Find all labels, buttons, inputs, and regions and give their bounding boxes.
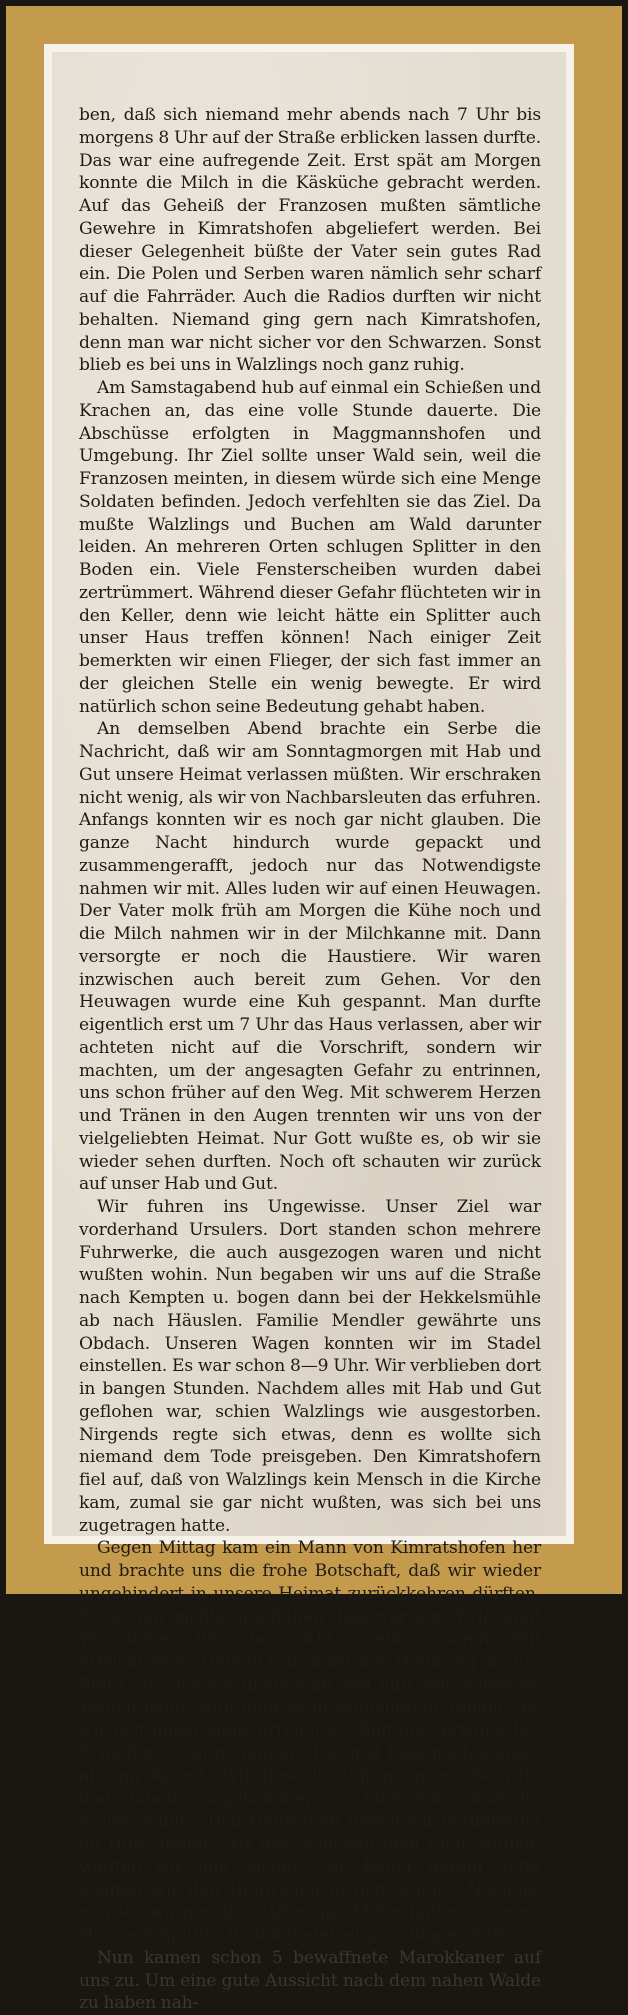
paragraph-3: An demselben Abend brachte ein Serbe die Nachricht, daß wir am Sonntagmorgen mit Hab und Gut unsere Heimat verlassen müßten. Wir erschraken nicht wenig, als wir von Nachbarsleuten das erfuhren. Anfangs konnten wir es noch gar nicht glauben. Die ganze Nacht hindurch wurde gepackt und zusammengerafft, jedoch nur das Notwendigste nahmen wir mit. Alles luden wir auf einen Heuwagen. Der Vater molk früh am Morgen die Kühe noch und die Milch nahmen wir in der Milchkanne mit. Dann versorgte er noch die Haustiere. Wir waren inzwischen auch bereit zum Gehen. Vor den Heuwagen wurde eine Kuh gespannt. Man durfte eigentlich erst um 7 Uhr das Haus verlassen, aber wir achteten nicht auf die Vorschrift, sondern wir machten, um der angesagten Gefahr zu entrinnen, uns schon früher auf den Weg. Mit schwerem Herzen und Tränen in den Augen trennten wir uns von der vielgeliebten Heimat. Nur Gott wußte es, ob wir sie wieder sehen durften. Noch oft schauten wir zurück auf unser Hab und Gut. bbox=[79, 719, 541, 1195]
paragraph-6: Nun kamen schon 5 bewaffnete Marokkaner auf uns zu. Um eine gute Aussicht nach dem nahen Walde zu haben nah- bbox=[79, 1947, 541, 2014]
paragraph-4: Wir fuhren ins Ungewisse. Unser Ziel war vorderhand Ursulers. Dort standen schon mehrere Fuhrwerke, die auch ausgezogen waren und nicht wußten wohin. Nun begaben wir uns auf die Straße nach Kempten u. bogen dann bei der Hekkelsmühle ab nach Häuslen. Familie Mendler gewährte uns Obdach. Unseren Wagen konnten wir im Stadel einstellen. Es war schon 8—9 Uhr. Wir verblieben dort in bangen Stunden. Nachdem alles mit Hab und Gut geflohen war, schien Walzlings wie ausgestorben. Nirgends regte sich etwas, denn es wollte sich niemand dem Tode preisgeben. Den Kimratshofern fiel auf, daß von Walzlings kein Mensch in die Kirche kam, zumal sie gar nicht wußten, was sich bei uns zugetragen hatte. bbox=[79, 1197, 541, 1536]
article-text bbox=[79, 104, 541, 2014]
paragraph-1: ben, daß sich niemand mehr abends nach 7 Uhr bis morgens 8 Uhr auf der Straße erblicken lassen durfte. Das war eine aufregende Zeit. Erst spät am Morgen konnte die Milch in die Käsküche gebracht werden. Auf das Geheiß der Franzosen mußten sämtliche Gewehre in Kimratshofen abgeliefert werden. Bei dieser Gelegenheit büßte der Vater sein gutes Rad ein. Die Polen und Serben waren nämlich sehr scharf auf die Fahrräder. Auch die Radios durften wir nicht behalten. Niemand ging gern nach Kimratshofen, denn man war nicht sicher vor den Schwarzen. Sonst blieb es bei uns in Walzlings noch ganz ruhig. bbox=[79, 105, 541, 376]
paragraph-2: Am Samstagabend hub auf einmal ein Schießen und Krachen an, das eine volle Stunde dauerte. Die Abschüsse erfolgten in Maggmannshofen und Umgebung. Ihr Ziel sollte unser Wald sein, weil die Franzosen meinten, in diesem würde sich eine Menge Soldaten befinden. Jedoch verfehlten sie das Ziel. Da mußte Walzlings und Buchen am Wald darunter leiden. An mehreren Orten schlugen Splitter in den Boden ein. Viele Fensterscheiben wurden dabei zertrümmert. Während dieser Gefahr flüchteten wir in den Keller, denn wie leicht hätte ein Splitter auch unser Haus treffen können! Nach einiger Zeit bemerkten wir einen Flieger, der sich fast immer an der gleichen Stelle ein wenig bewegte. Er wird natürlich schon seine Bedeutung gehabt haben. bbox=[79, 378, 541, 717]
paragraph-5: Gegen Mittag kam ein Mann von Kimratshofen her und brachte uns die frohe Botschaft, daß wir wieder ungehindert in unsere Heimat zurückkehren dürften. Es sei gar nichts geschehen. Das war eine Erlösung! Wir ließen uns das nicht zweimal sagen. Mit erleichtertem Herzen traten wir den Heimweg an. Ein Pferd aus der Nachbarschaft zog nun den schweren Wagen heim. Nun ging es in schnellerem Tempo. Als wir fast unser Haus erreichten, fing die verwünschte Schießerei von neuem an. Diesmal bald noch stärker als am Abend. Wir beschleunigten unsere Schritte und daheim angekommen, suchten wir sofort im Keller Schutz. Den Heuwagen ließen wir vorderhand im Hofe stehen. Als das Schießen dem Ende zuging, wagten wir uns wieder vom Keller herauf. Jetzt stellten wir den Heuwagen in den Schopf. Nachher wurden wir gewahr, daß einige Meter hinter unserem Haus ein Splitter in den Boden eingeschlagen hatte. bbox=[79, 1538, 541, 1945]
